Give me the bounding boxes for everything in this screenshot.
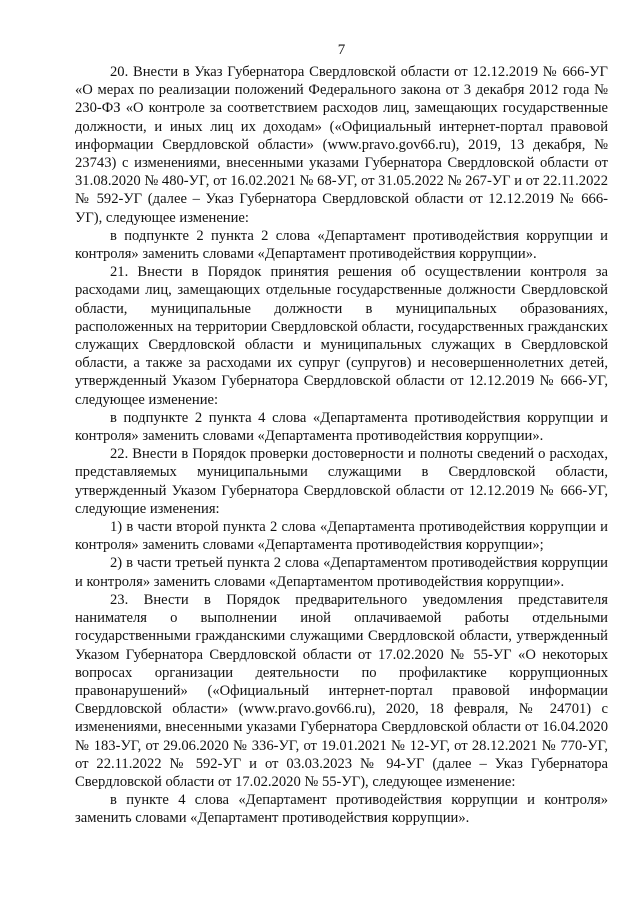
paragraph-21-change: в подпункте 2 пункта 4 слова «Департамента противодействия коррупции и контроля» заменить словами «Департамента противодействия коррупции». [75,409,608,445]
page-number: 7 [337,42,346,58]
paragraph-20: 20. Внести в Указ Губернатора Свердловской области от 12.12.2019 № 666-УГ «О мерах по реализации положений Федерального закона от 3 декабря 2012 года № 230-ФЗ «О контроле за соответствием расходов лиц, замещающих государственные должности, и иных лиц их доходам» («Официальный интернет-портал правовой информации Свердловской области» (www.pravo.gov66.ru), 2019, 13 декабря, № 23743) с изменениями, внесенными указами Губернатора Свердловской области от 31.08.2020 № 480-УГ, от 16.02.2021 № 68-УГ, от 31.05.2022 № 267-УГ и от 22.11.2022 № 592-УГ (далее – Указ Губернатора Свердловской области от 12.12.2019 № 666-УГ), следующее изменение: [75,64,608,226]
document-body [75,63,608,828]
paragraph-23-change: в пункте 4 слова «Департамент противодействия коррупции и контроля» заменить словами «Департамент противодействия коррупции». [75,792,608,827]
paragraph-23: 23. Внести в Порядок предварительного уведомления представителя нанимателя о выполнении иной оплачиваемой работы отдельными государственными гражданскими служащими Свердловской области, утвержденный Указом Губернатора Свердловской области от 17.02.2020 № 55-УГ «О некоторых вопросах организации деятельности по профилактике коррупционных правонарушений» («Официальный интернет-портал правовой информации Свердловской области» (www.pravo.gov66.ru), 2020, 18 февраля, № 24701) с изменениями, внесенными указами Губернатора Свердловской области от 16.04.2020 № 183-УГ, от 29.06.2020 № 336-УГ, от 19.01.2021 № 12-УГ, от 28.12.2021 № 770-УГ, от 22.11.2022 № 592-УГ и от 03.03.2023 № 94-УГ (далее – Указ Губернатора Свердловской области от 17.02.2020 № 55-УГ), следующее изменение: [75,591,608,790]
paragraph-21: 21. Внести в Порядок принятия решения об осуществлении контроля за расходами лиц, замещающих отдельные государственные должности Свердловской области, муниципальные должности в муниципальных образованиях, расположенных на территории Свердловской области, государственных гражданских служащих Свердловской области и муниципальных служащих в Свердловской области, а также за расходами их супруг (супругов) и несовершеннолетних детей, утвержденный Указом Губернатора Свердловской области от 12.12.2019 № 666-УГ, следующее изменение: [75,264,608,408]
paragraph-20-change: в подпункте 2 пункта 2 слова «Департамент противодействия коррупции и контроля» заменить словами «Департамент противодействия коррупции». [75,227,608,263]
paragraph-22-item-1: 1) в части второй пункта 2 слова «Департамента противодействия коррупции и контроля» заменить словами «Департамента противодействия коррупции»; [75,519,608,554]
paragraph-22: 22. Внести в Порядок проверки достоверности и полноты сведений о расходах, представляемых муниципальными служащими в Свердловской области, утвержденный Указом Губернатора Свердловской области от 12.12.2019 № 666-УГ, следующие изменения: [75,446,608,517]
paragraph-22-item-2: 2) в части третьей пункта 2 слова «Департаментом противодействия коррупции и контроля» заменить словами «Департаментом противодействия коррупции». [75,555,608,590]
